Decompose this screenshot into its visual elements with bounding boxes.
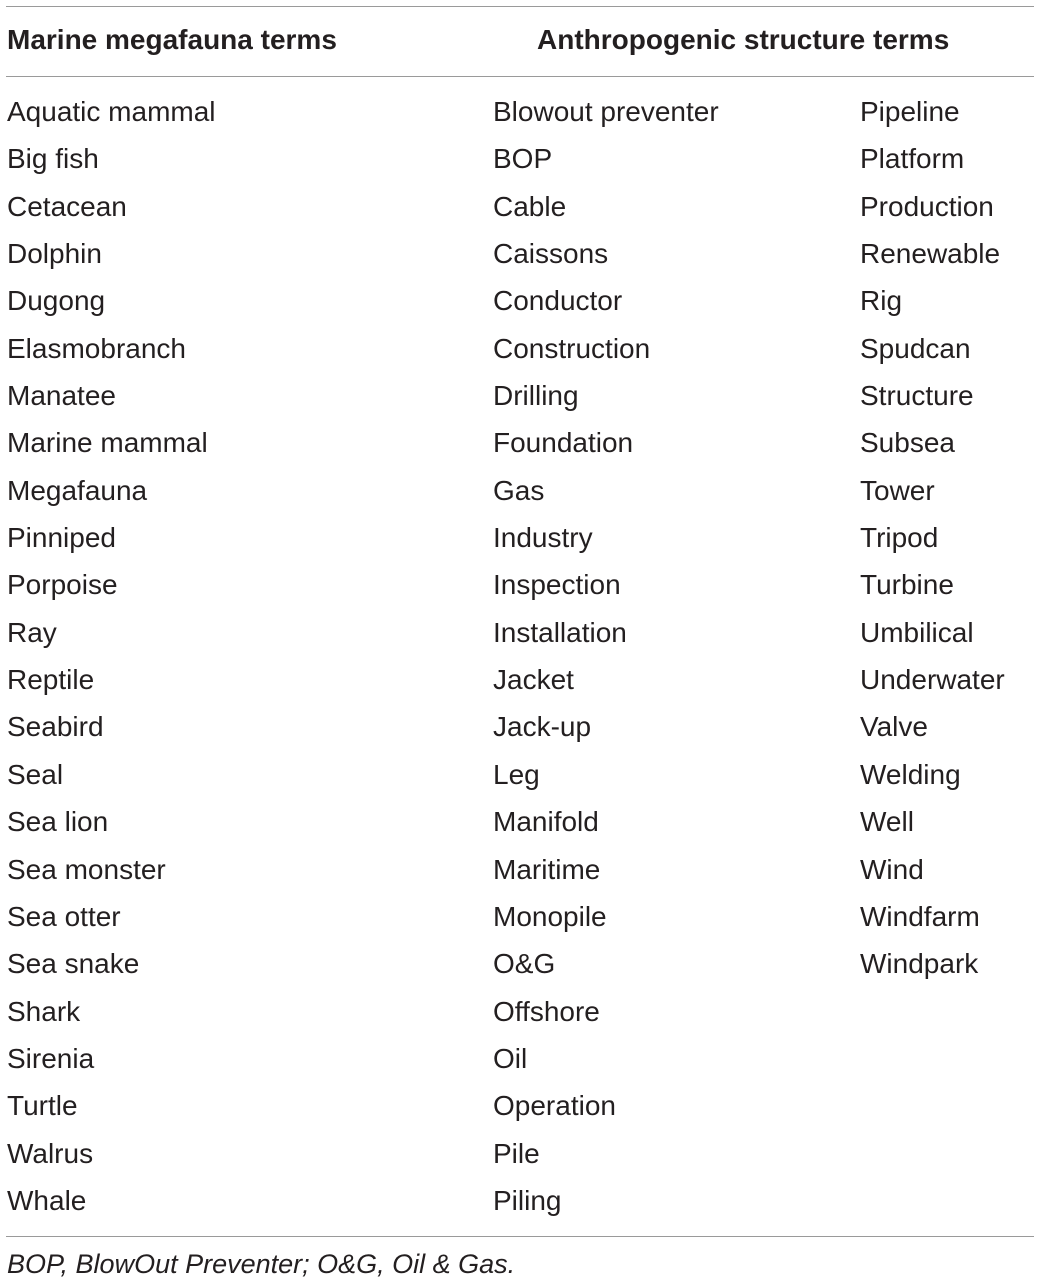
anthropogenic-terms-column-1	[493, 92, 719, 1228]
marine-term: Shark	[7, 995, 81, 1027]
marine-term: Aquatic mammal	[7, 96, 216, 127]
anthropogenic-terms-column-2	[860, 92, 1005, 992]
marine-terms-column	[7, 92, 216, 1228]
marine-term: Sea lion	[7, 806, 109, 838]
anthropogenic-term: Monopile	[493, 900, 607, 932]
anthropogenic-term: Production	[860, 190, 994, 222]
anthropogenic-term: Platform	[860, 143, 965, 175]
marine-term: Sea snake	[7, 948, 140, 980]
marine-term: Dolphin	[7, 238, 102, 270]
anthropogenic-term: Valve	[860, 711, 928, 743]
anthropogenic-term: Offshore	[493, 995, 600, 1027]
marine-term: Whale	[7, 1184, 87, 1216]
marine-term: Big fish	[7, 143, 99, 175]
anthropogenic-term: Industry	[493, 522, 593, 554]
anthropogenic-term: BOP	[493, 143, 553, 175]
marine-term: Cetacean	[7, 190, 127, 222]
anthropogenic-term: Wind	[860, 853, 924, 885]
marine-term: Marine mammal	[7, 427, 208, 459]
marine-term: Sirenia	[7, 1042, 95, 1074]
anthropogenic-term: Blowout preventer	[493, 96, 719, 127]
marine-term: Dugong	[7, 285, 106, 317]
marine-term: Porpoise	[7, 569, 118, 601]
anthropogenic-term: Pipeline	[860, 96, 960, 127]
anthropogenic-term: Drilling	[493, 380, 579, 412]
anthropogenic-term: Manifold	[493, 806, 599, 838]
header-marine-megafauna-terms: Marine megafauna terms	[7, 24, 337, 55]
anthropogenic-term: Windpark	[860, 948, 979, 980]
anthropogenic-term: Construction	[493, 332, 651, 364]
anthropogenic-term: Oil	[493, 1042, 528, 1074]
table-bottom-rule	[6, 1236, 1034, 1237]
marine-term: Megafauna	[7, 474, 148, 506]
header-bottom-rule	[6, 76, 1034, 77]
anthropogenic-term: Foundation	[493, 427, 634, 459]
table-top-rule	[6, 6, 1034, 7]
anthropogenic-term: Subsea	[860, 427, 955, 459]
anthropogenic-term: Welding	[860, 758, 961, 790]
table-footnote: BOP, BlowOut Preventer; O&G, Oil & Gas.	[7, 1249, 516, 1279]
anthropogenic-term: Well	[860, 806, 914, 838]
anthropogenic-term: Spudcan	[860, 332, 971, 364]
anthropogenic-term: Tower	[860, 474, 935, 506]
anthropogenic-term: Leg	[493, 758, 540, 790]
marine-term: Turtle	[7, 1090, 78, 1122]
anthropogenic-term: Jacket	[493, 664, 574, 696]
marine-term: Elasmobranch	[7, 332, 186, 364]
marine-term: Sea monster	[7, 853, 166, 885]
marine-term: Seal	[7, 758, 64, 790]
anthropogenic-term: Piling	[493, 1184, 562, 1216]
anthropogenic-term: Rig	[860, 285, 903, 317]
anthropogenic-term: Turbine	[860, 569, 954, 601]
marine-term: Ray	[7, 616, 57, 648]
anthropogenic-term: Underwater	[860, 664, 1005, 696]
anthropogenic-term: Umbilical	[860, 616, 974, 648]
marine-term: Walrus	[7, 1137, 94, 1169]
marine-term: Sea otter	[7, 900, 121, 932]
anthropogenic-term: Tripod	[860, 522, 939, 554]
marine-term: Manatee	[7, 380, 116, 412]
anthropogenic-term: Gas	[493, 474, 545, 506]
header-anthropogenic-structure-terms: Anthropogenic structure terms	[537, 24, 950, 55]
marine-term: Reptile	[7, 664, 95, 696]
anthropogenic-term: Windfarm	[860, 900, 980, 932]
anthropogenic-term: Pile	[493, 1137, 540, 1169]
marine-term: Pinniped	[7, 522, 116, 554]
anthropogenic-term: Jack-up	[493, 711, 592, 743]
anthropogenic-term: Installation	[493, 616, 627, 648]
anthropogenic-term: Operation	[493, 1090, 616, 1122]
anthropogenic-term: Inspection	[493, 569, 621, 601]
anthropogenic-term: Maritime	[493, 853, 601, 885]
anthropogenic-term: Cable	[493, 190, 567, 222]
anthropogenic-term: O&G	[493, 948, 556, 980]
marine-term: Seabird	[7, 711, 104, 743]
anthropogenic-term: Renewable	[860, 238, 1001, 270]
anthropogenic-term: Structure	[860, 380, 974, 412]
anthropogenic-term: Caissons	[493, 238, 609, 270]
anthropogenic-term: Conductor	[493, 285, 623, 317]
